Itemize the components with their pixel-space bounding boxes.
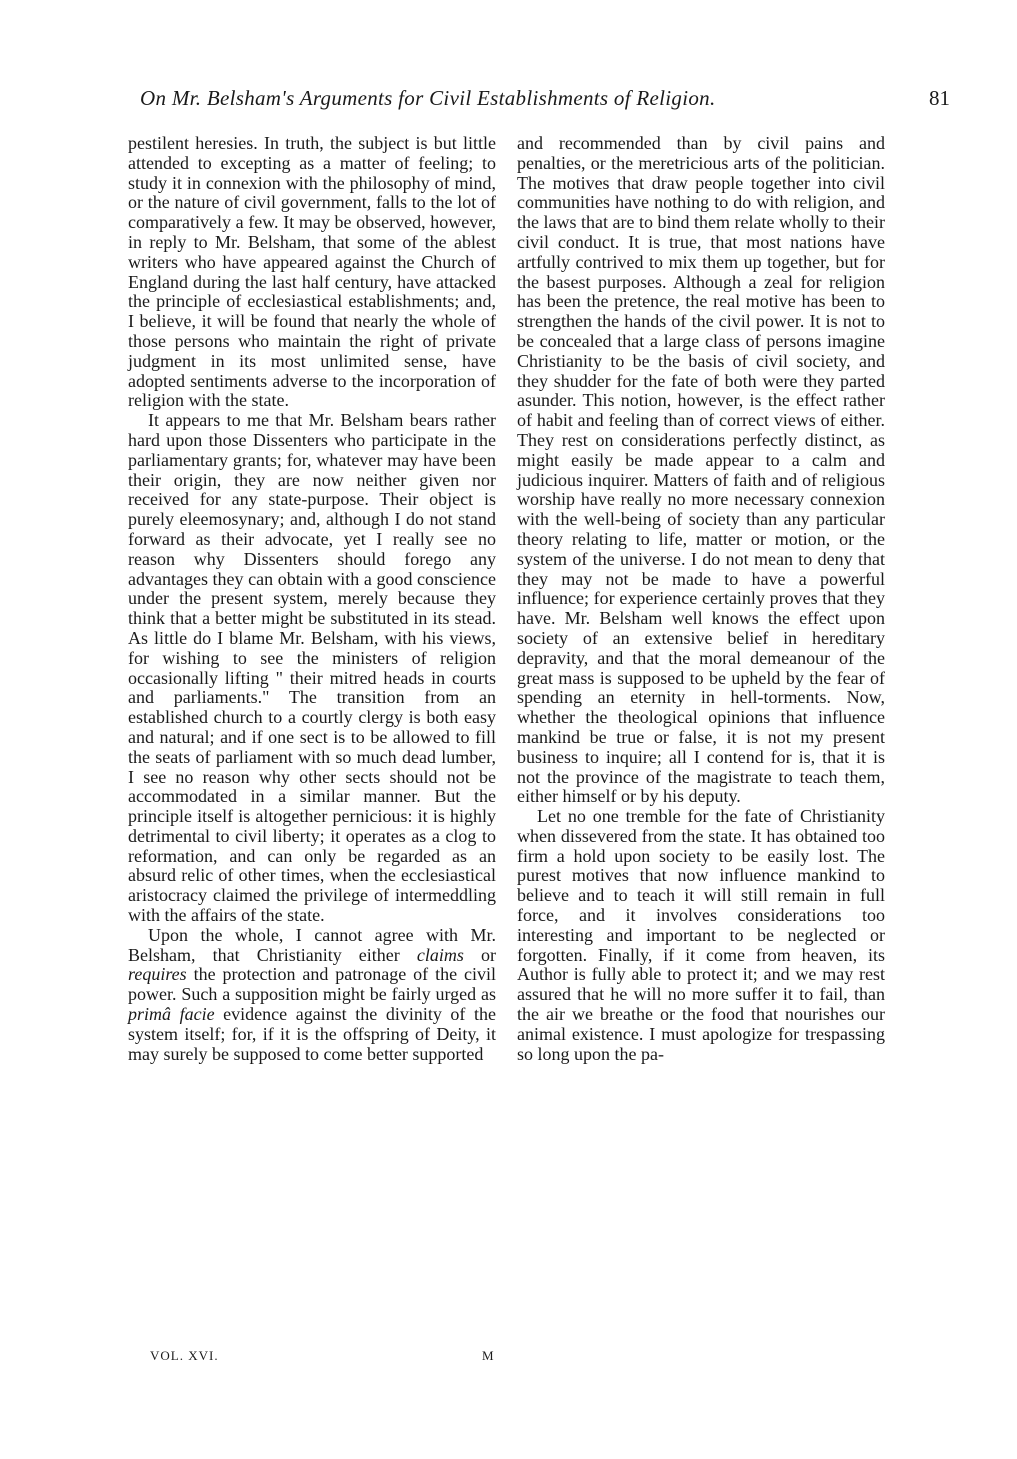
paragraph: and recommended than by civil pains and penalties, or the meretricious arts of the politician. The motives that draw people together into civil communities have nothing to do with religion, and the laws that are to bind them relate wholly to their civil conduct. It is true, that most nations have artfully contrived to mix them up together, but for the basest purposes. Although a zeal for religion has been the pretence, the real motive has been to strengthen the hands of the civil power. It is not to be concealed that a large class of persons imagine Christianity to be the basis of civil society, and they shudder for the fate of both were they parted asunder. This notion, however, is the effect rather of habit and feeling than of correct views of either. They rest on considerations perfectly distinct, as might easily be made appear to a calm and judicious inquirer. Matters of faith and of religious worship have really no more necessary connexion with the well-being of society than any particular theory relating to life, matter or motion, or the system of the universe. I do not mean to deny that they may not be made to have a powerful influence; for experience certainly proves that they have. Mr. Belsham well knows the effect upon society of an extensive belief in hereditary depravity, and that the moral demeanour of the great mass is supposed to be upheld by the fear of spending an eternity in hell-torments. Now, whether the theological opinions that influence mankind be true or false, it is not my present business to inquire; all I contend for is, that it is not the province of the magistrate to teach them, either himself or by his deputy. [517,133,885,807]
running-head [140,86,950,120]
italic-text: requires [128,964,187,985]
left-column [128,134,496,1064]
text-run: or [463,944,496,965]
text-run: the protection and patronage of the civil power. Such a supposition might be fairly urged as [128,964,496,1005]
paragraph: Let no one tremble for the fate of Christianity when dissevered from the state. It has obtained too firm a hold upon society to be easily lost. The purest motives that now influence mankind to believe and to teach it will still remain in full force, and it involves considerations too interesting and important to be neglected or forgotten. Finally, if it come from heaven, its Author is fully able to protect it; and we may rest assured that he will no more suffer it to fail, than the air we breathe or the food that nourishes our animal existence. I must apologize for trespassing so long upon the pa- [517,806,885,1064]
page-number: 81 [929,86,950,110]
volume-label: VOL. XVI. [150,1348,219,1363]
right-column [517,134,885,1064]
running-title: On Mr. Belsham's Arguments for Civil Establishments of Religion. [140,86,716,110]
text-run: Upon the whole, I cannot agree with Mr. Belsham, that Christianity either [128,924,496,965]
paragraph: It appears to me that Mr. Belsham bears rather hard upon those Dissenters who participate in the parliamentary grants; for, whatever may have been their origin, they are now neither given nor received for any state-purpose. Their object is purely eleemosynary; and, although I do not stand forward as their advocate, yet I really see no reason why Dissenters should forego any advantages they can obtain with a good conscience under the present system, merely because they think that a better might be substituted in its stead. As little do I blame Mr. Belsham, with his views, for wishing to see the ministers of religion occasionally lifting " their mitred heads in courts and parliaments." The transition from an established church to a courtly clergy is both easy and natural; and if one sect is to be allowed to fill the seats of parliament with so much dead lumber, I see no reason why other sects should not be accommodated in a similar manner. But the principle itself is altogether pernicious: it is highly detrimental to civil liberty; it operates as a clog to reformation, and can only be regarded as an absurd relic of other times, when the ecclesiastical aristocracy claimed the privilege of intermeddling with the affairs of the state. [128,410,496,926]
paragraph: pestilent heresies. In truth, the subject is but little attended to excepting as a matter of feeling; to study it in connexion with the philosophy of mind, or the nature of civil government, falls to the lot of comparatively a few. It may be observed, however, in reply to Mr. Belsham, that some of the ablest writers who have appeared against the Church of England during the last half century, have attacked the principle of ecclesiastical establishments; and, I believe, it will be found that nearly the whole of those persons who maintain the right of private judgment in its most unlimited sense, have adopted sentiments adverse to the incorporation of religion with the state. [128,133,496,411]
paragraph [128,926,496,1065]
italic-text: claims [416,944,464,965]
signature-mark: M [482,1348,495,1363]
italic-text: primâ facie [128,1004,215,1025]
text-run: evidence against the divinity of the system itself; for, if it is the offspring of Deity, it may surely be supposed to come better supported [128,1004,496,1064]
